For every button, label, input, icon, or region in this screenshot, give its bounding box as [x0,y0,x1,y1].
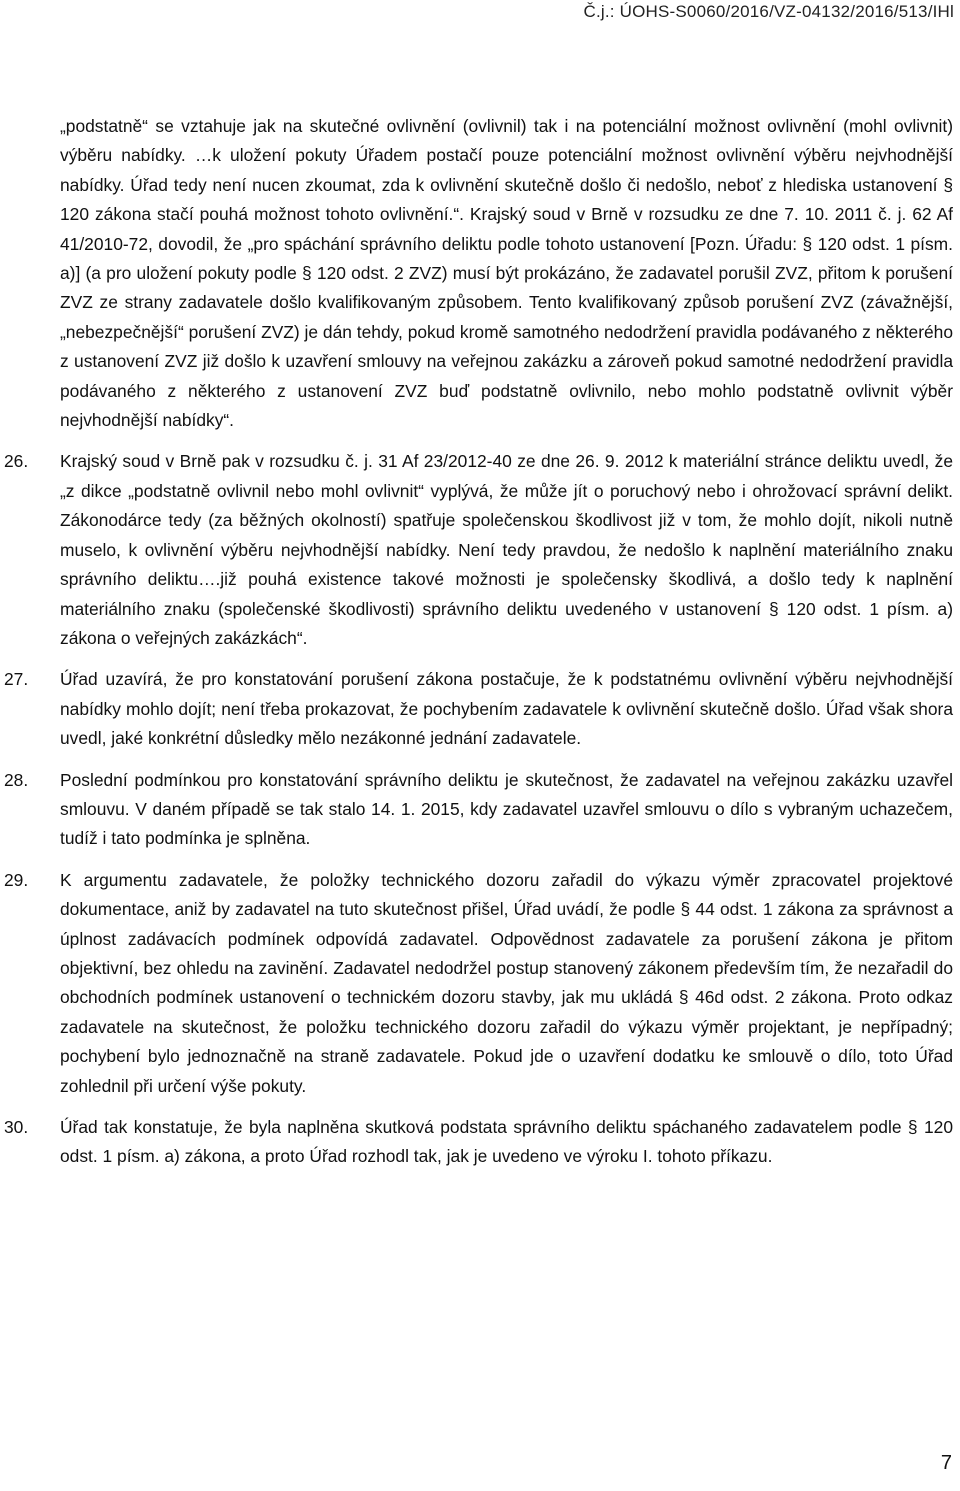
numbered-paragraph-28 [4,766,953,854]
paragraph-number: 30. [4,1117,29,1137]
paragraph-text: Krajský soud v Brně pak v rozsudku č. j. 31 Af 23/2012-40 ze dne 26. 9. 2012 k materiální stránce deliktu uvedl, že „z dikce „podstatně ovlivnil nebo mohl ovlivnit“ vyplývá, že může jít o poruchový nebo i ohrožovací správní delikt. Zákonodárce tedy (za běžných okolností) spatřuje společenskou škodlivost již v tom, že mohlo dojít, nikoli nutně muselo, k ovlivnění výběru nejvhodnější nabídky. Není tedy pravdou, že nedošlo k naplnění materiálního znaku správního deliktu….již pouhá existence takové možnosti je společensky škodlivá, a došlo tedy k naplnění materiálního znaku (společenské škodlivosti) správního deliktu uvedeného v ustanovení § 120 odst. 1 písm. a) zákona o veřejných zakázkách“. [60,451,953,648]
paragraph-text: Úřad tak konstatuje, že byla naplněna skutková podstata správního deliktu spáchaného zadavatelem podle § 120 odst. 1 písm. a) zákona, a proto Úřad rozhodl tak, jak je uvedeno ve výroku I. tohoto příkazu. [60,1117,953,1167]
paragraph-number: 29. [4,869,29,890]
numbered-paragraph-29 [4,866,953,1101]
page-number: 7 [940,1452,952,1474]
document-reference: Č.j.: ÚOHS-S0060/2016/VZ-04132/2016/513/IHl [583,2,954,21]
continuation-paragraph: „podstatně“ se vztahuje jak na skutečné ovlivnění (ovlivnil) tak i na potenciální možnost ovlivnění (mohl ovlivnit) výběru nabídky. …k uložení pokuty Úřadem postačí pouze potenciální možnost ovlivnění výběru nejvhodnější nabídky. Úřad tedy není nucen zkoumat, zda k ovlivnění skutečně došlo či nedošlo, neboť z hlediska ustanovení § 120 zákona stačí pouhá možnost tohoto ovlivnění.“. Krajský soud v Brně v rozsudku ze dne 7. 10. 2011 č. j. 62 Af 41/2010-72, dovodil, že „pro spáchání správního deliktu podle tohoto ustanovení [Pozn. Úřadu: § 120 odst. 1 písm. a)] (a pro uložení pokuty podle § 120 odst. 2 ZVZ) musí být prokázáno, že zadavatel porušil ZVZ, přitom k porušení ZVZ ze strany zadavatele došlo kvalifikovaným způsobem. Tento kvalifikovaný způsob porušení ZVZ (závažnější, „nebezpečnější“ porušení ZVZ) je dán tehdy, pokud kromě samotného nedodržení pravidla podávaného z některého z ustanovení ZVZ již došlo k uzavření smlouvy na veřejnou zakázku a zároveň pokud samotné nedodržení pravidla podávaného z některého z ustanovení ZVZ buď podstatně ovlivnilo, nebo mohlo podstatně ovlivnit výběr nejvhodnější nabídky“. [60,116,953,431]
paragraph-number: 26. [4,451,29,472]
numbered-paragraph-27 [4,665,953,753]
paragraph-number: 28. [4,769,29,790]
paragraph-number: 27. [4,669,29,690]
paragraph-text: Úřad uzavírá, že pro konstatování porušení zákona postačuje, že k podstatnému ovlivnění výběru nejvhodnější nabídky mohlo dojít; není třeba prokazovat, že pochybením zadavatele k ovlivnění skutečně došlo. Úřad však shora uvedl, jaké konkrétní důsledky mělo nezákonné jednání zadavatele. [60,669,953,749]
paragraph-text: Poslední podmínkou pro konstatování správního deliktu je skutečnost, že zadavatel na veřejnou zakázku uzavřel smlouvu. V daném případě se tak stalo 14. 1. 2015, kdy zadavatel uzavřel smlouvu o dílo s vybraným uchazečem, tudíž i tato podmínka je splněna. [60,769,953,849]
document-body [4,112,953,1172]
numbered-paragraph-30 [4,1113,953,1172]
paragraph-text: K argumentu zadavatele, že položky technického dozoru zařadil do výkazu výměr zpracovatel projektové dokumentace, aniž by zadavatel na tuto skutečnost přišel, Úřad uvádí, že podle § 44 odst. 1 zákona za správnost a úplnost zadávacích podmínek odpovídá zadavatel. Odpovědnost zadavatele za porušení zákona je přitom objektivní, bez ohledu na zavinění. Zadavatel nedodržel postup stanovený zákonem především tím, že nezařadil do obchodních podmínek ustanovení o technickém dozoru stavby, jak mu ukládá § 46d odst. 2 zákona. Proto odkaz zadavatele na skutečnost, že položku technického dozoru zařadil do výkazu výměr projektant, je nepřípadný; pochybení bylo jednoznačně na straně zadavatele. Pokud jde o uzavření dodatku ke smlouvě o dílo, toto Úřad zohlednil při určení výše pokuty. [60,869,953,1096]
numbered-paragraph-26 [4,447,953,653]
